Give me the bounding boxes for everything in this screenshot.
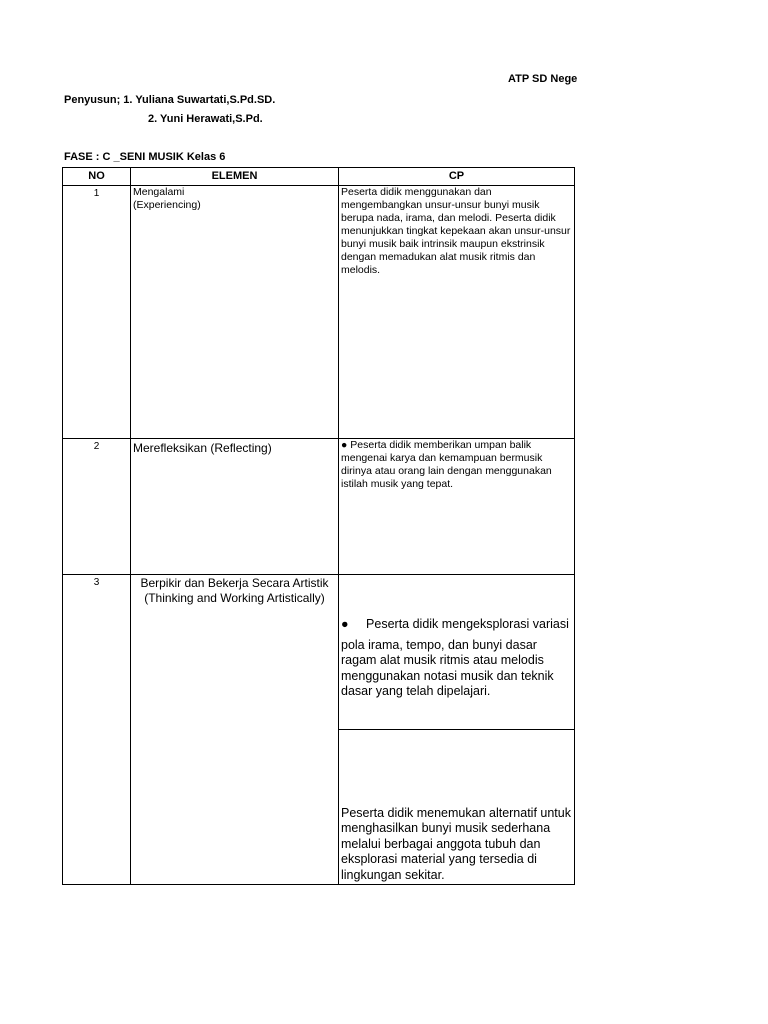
row-number: 1	[63, 186, 131, 439]
elemen-name: Merefleksikan (Reflecting)	[133, 441, 272, 455]
cp-text-rest: pola irama, tempo, dan bunyi dasar ragam alat musik ritmis atau melodis menggunakan notasi musik dan teknik dasar yang telah dipelajari.	[341, 637, 554, 698]
elemen-english: (Thinking and Working Artistically)	[144, 591, 325, 605]
cp-cell: ● Peserta didik memberikan umpan balik mengenai karya dan kemampuan bermusik dirinya atau orang lain dengan menggunakan istilah musik yang tepat.	[339, 439, 575, 575]
elemen-name: Mengalami	[133, 186, 185, 198]
table-header-row	[63, 168, 575, 186]
elemen-cell	[131, 439, 339, 575]
bullet-icon: ●	[341, 617, 349, 631]
row-number: 3	[63, 575, 131, 885]
elemen-cell	[131, 186, 339, 439]
author-line-1: Penyusun; 1. Yuliana Suwartati,S.Pd.SD.	[64, 94, 276, 106]
header-no: NO	[63, 168, 131, 186]
elemen-cell	[131, 575, 339, 885]
row-number: 2	[63, 439, 131, 575]
table-row	[63, 439, 575, 575]
table-row	[63, 575, 575, 730]
cp-cell	[339, 575, 575, 730]
cp-cell: Peserta didik menemukan alternatif untuk menghasilkan bunyi musik sederhana melalui berbagai anggota tubuh dan eksplorasi material yang tersedia di lingkungan sekitar.	[339, 730, 575, 885]
header-cp: CP	[339, 168, 575, 186]
cp-cell: Peserta didik menggunakan dan mengembangkan unsur-unsur bunyi musik berupa nada, irama, dan melodi. Peserta didik menunjukkan tingkat kepekaan akan unsur-unsur bunyi musik baik intrinsik maupun ekstrinsik dengan memadukan alat musik ritmis dan melodis.	[339, 186, 575, 439]
cp-bullet-line	[341, 617, 572, 633]
elemen-name: Berpikir dan Bekerja Secara Artistik	[140, 576, 329, 590]
cp-text-first: Peserta didik mengeksplorasi variasi	[366, 617, 569, 631]
author-line-2: 2. Yuni Herawati,S.Pd.	[148, 113, 263, 125]
atp-table	[62, 167, 575, 885]
table-row	[63, 186, 575, 439]
header-elemen: ELEMEN	[131, 168, 339, 186]
phase-subject-label: FASE : C _SENI MUSIK Kelas 6	[64, 151, 226, 163]
elemen-english: (Experiencing)	[133, 199, 201, 211]
document-title-right: ATP SD Nege	[508, 73, 578, 85]
